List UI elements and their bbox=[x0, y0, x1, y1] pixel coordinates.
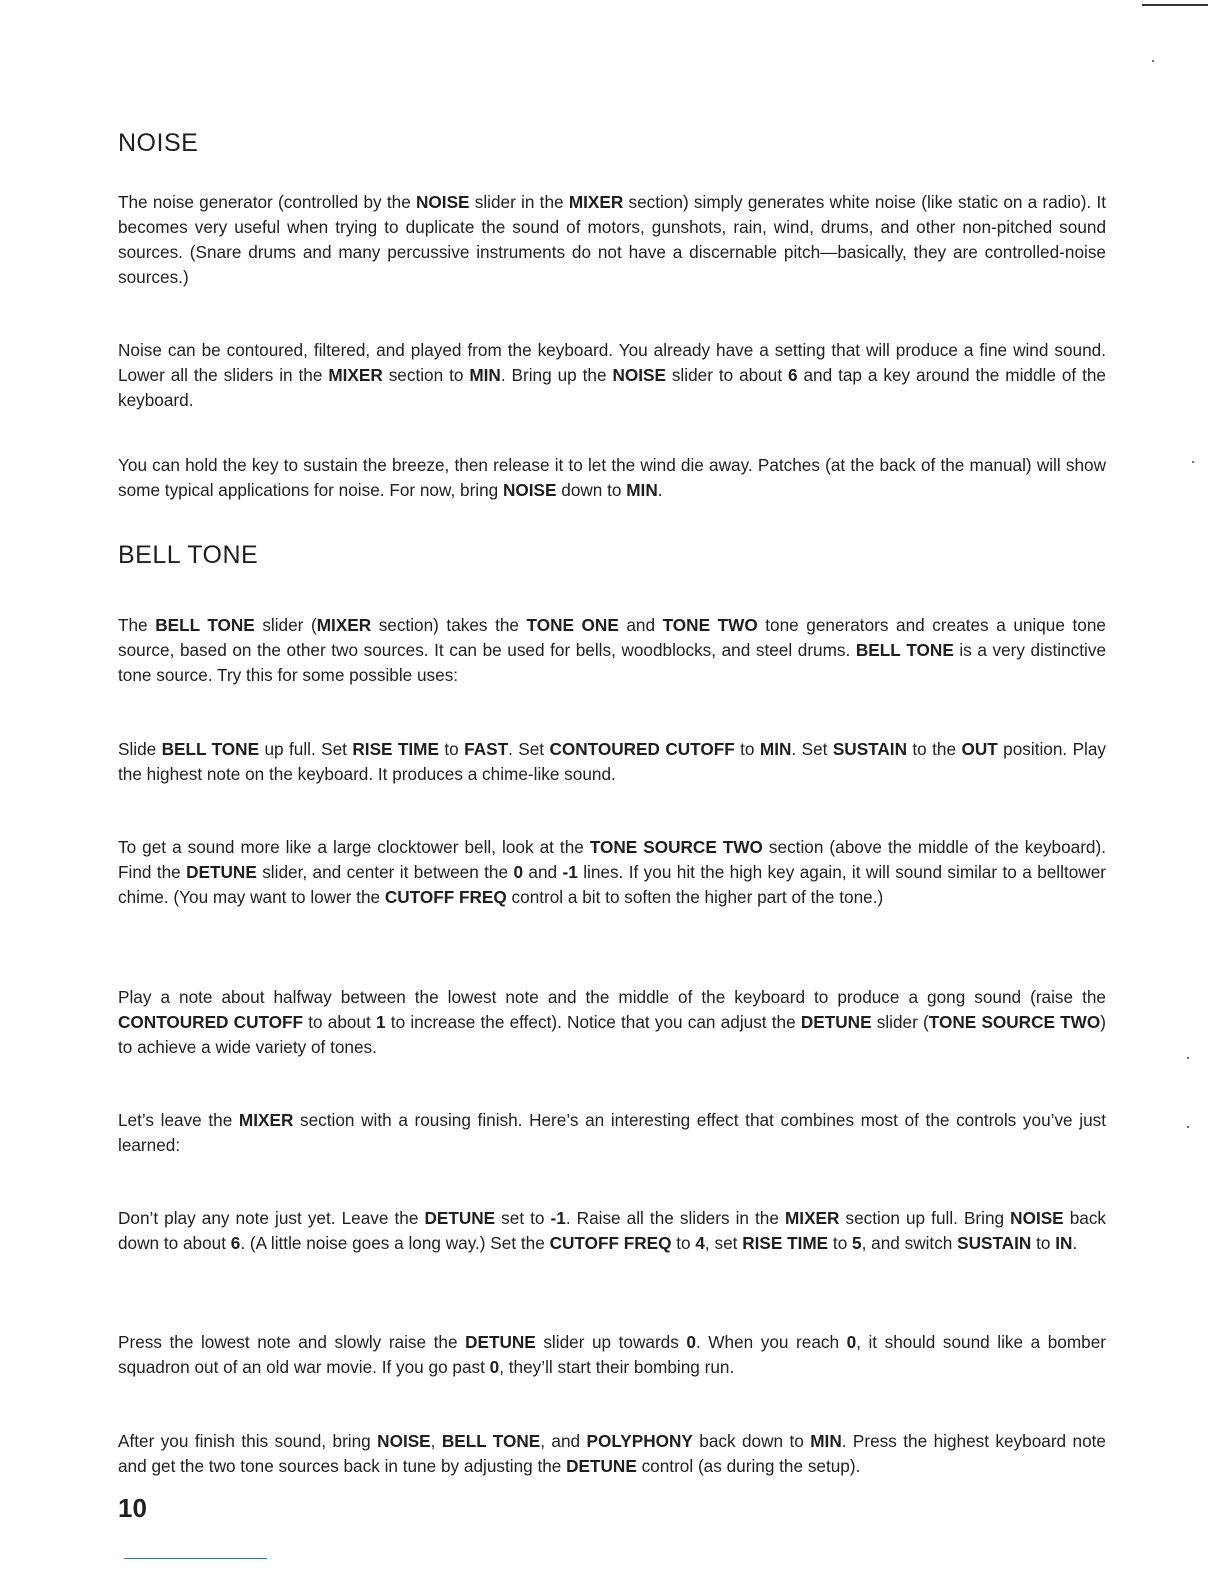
paragraph-reset: After you finish this sound, bring NOISE, BELL TONE, and POLYPHONY back down to MIN. Press the highest keyboard note and get the two tone sources back in tune by adjusting the DETUNE control (as during the setup). bbox=[118, 1431, 1106, 1476]
paragraph-bomber-run: Press the lowest note and slowly raise the DETUNE slider up towards 0. When you reach 0, it should sound like a bomber squadron out of an old war movie. If you go past 0, they’ll start their bombing run. bbox=[118, 1332, 1106, 1377]
scan-speck bbox=[1187, 1057, 1189, 1059]
paragraph-bell-intro: The BELL TONE slider (MIXER section) takes the TONE ONE and TONE TWO tone generators and creates a unique tone source, based on the other two sources. It can be used for bells, woodblocks, and steel drums. BELL TONE is a very distinctive tone source. Try this for some possible uses: bbox=[118, 615, 1107, 685]
paragraph-bell-chime: Slide BELL TONE up full. Set RISE TIME to FAST. Set CONTOURED CUTOFF to MIN. Set SUSTAIN to the OUT position. Play the highest note on the keyboard. It produces a chime-like sound. bbox=[118, 739, 1107, 784]
paragraph-noise-wind: Noise can be contoured, filtered, and played from the keyboard. You already have a setting that will produce a fine wind sound. Lower all the sliders in the MIXER section to MIN. Bring up the NOISE slider to about 6 and tap a key around the middle of the keyboard. bbox=[118, 340, 1106, 410]
paragraph-bell-gong: Play a note about halfway between the lowest note and the middle of the keyboard to produce a gong sound (raise the CONTOURED CUTOFF to about 1 to increase the effect). Notice that you can adjust the DETUNE slider (TONE SOURCE TWO) to achieve a wide variety of tones. bbox=[118, 987, 1107, 1057]
top-edge-line bbox=[1142, 4, 1208, 6]
scan-speck bbox=[1187, 1126, 1189, 1128]
section-heading-bell-tone: BELL TONE bbox=[118, 541, 259, 569]
paragraph-mixer-finish: Let’s leave the MIXER section with a rousing finish. Here’s an interesting effect that combines most of the controls you’ve just learned: bbox=[118, 1110, 1106, 1155]
paragraph-bell-clocktower: To get a sound more like a large clocktower bell, look at the TONE SOURCE TWO section (above the middle of the keyboard). Find the DETUNE slider, and center it between the 0 and -1 lines. If you hit the high key again, it will sound similar to a belltower chime. (You may want to lower the CUTOFF FREQ control a bit to soften the higher part of the tone.) bbox=[118, 837, 1106, 907]
scan-speck bbox=[1192, 461, 1194, 463]
paragraph-noise-sustain: You can hold the key to sustain the breeze, then release it to let the wind die away. Patches (at the back of the manual) will show some typical applications for noise. For now, bring NOISE down to MIN. bbox=[118, 455, 1106, 500]
paragraph-bomber-setup: Don’t play any note just yet. Leave the DETUNE set to -1. Raise all the sliders in the MIXER section up full. Bring NOISE back down to about 6. (A little noise goes a long way.) Set the CUTOFF FREQ to 4, set RISE TIME to 5, and switch SUSTAIN to IN. bbox=[118, 1208, 1107, 1253]
scan-speck bbox=[1152, 60, 1154, 62]
paragraph-noise-intro: The noise generator (controlled by the NOISE slider in the MIXER section) simply generates white noise (like static on a radio). It becomes very useful when trying to duplicate the sound of motors, gunshots, rain, wind, drums, and other non-pitched sound sources. (Snare drums and many percussive instruments do not have a discernable pitch—basically, they are controlled-noise sources.) bbox=[118, 192, 1106, 287]
bottom-rule bbox=[124, 1558, 267, 1559]
page-number: 10 bbox=[118, 1493, 147, 1523]
section-heading-noise: NOISE bbox=[118, 129, 199, 157]
